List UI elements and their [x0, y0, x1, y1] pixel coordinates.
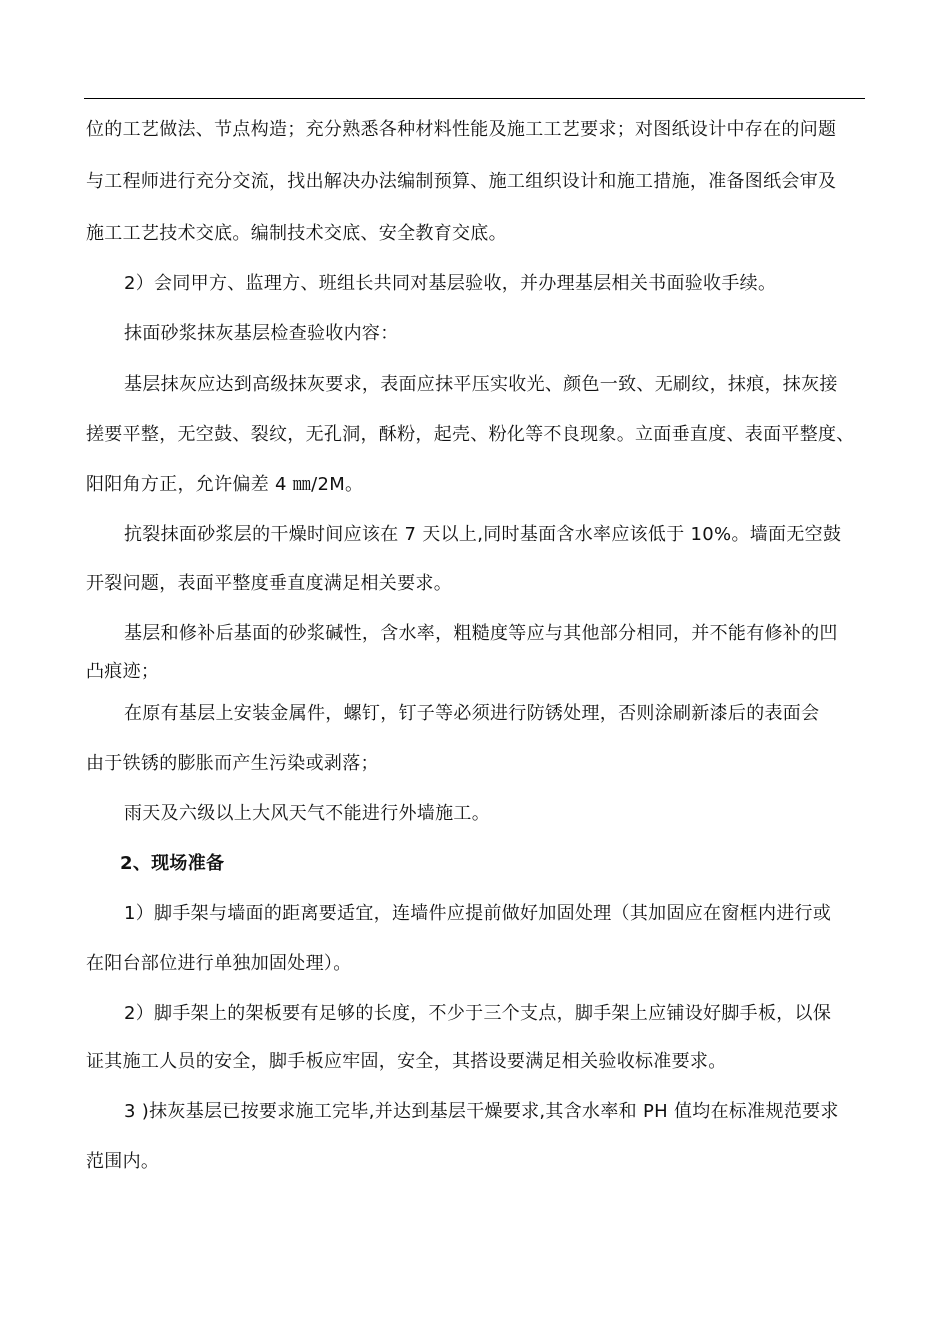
text-line: 在阳台部位进行单独加固处理）。 [86, 953, 352, 974]
text-line: 抗裂抹面砂浆层的干燥时间应该在 7 天以上,同时基面含水率应该低于 10%。墙面无空鼓 [124, 524, 842, 545]
section-heading: 2、现场准备 [120, 853, 225, 874]
text-line: 开裂问题，表面平整度垂直度满足相关要求。 [86, 573, 452, 594]
text-line: 证其施工人员的安全，脚手板应牢固，安全，其搭设要满足相关验收标准要求。 [86, 1051, 727, 1072]
text-line: 凸痕迹； [86, 661, 160, 682]
text-line: 在原有基层上安装金属件，螺钉，钉子等必须进行防锈处理，否则涂刷新漆后的表面会 [124, 703, 820, 724]
text-line: 由于铁锈的膨胀而产生污染或剥落； [86, 753, 379, 774]
text-line: 阳阳角方正，允许偏差 4 ㎜/2M。 [86, 474, 364, 495]
text-line: 基层抹灰应达到高级抹灰要求，表面应抹平压实收光、颜色一致、无刷纹，抹痕，抹灰接 [124, 374, 838, 395]
text-line: 雨天及六级以上大风天气不能进行外墙施工。 [124, 803, 490, 824]
text-line: 基层和修补后基面的砂浆碱性，含水率，粗糙度等应与其他部分相同，并不能有修补的凹 [124, 623, 838, 644]
text-line: 抹面砂浆抹灰基层检查验收内容： [124, 323, 399, 344]
text-line: 3 )抹灰基层已按要求施工完毕,并达到基层干燥要求,其含水率和 PH 值均在标准规范要求 [124, 1101, 839, 1122]
text-line: 搓要平整，无空鼓、裂纹，无孔洞，酥粉，起壳、粉化等不良现象。立面垂直度、表面平整度、 [86, 424, 855, 445]
text-line: 范围内。 [86, 1151, 160, 1172]
text-line: 2）脚手架上的架板要有足够的长度，不少于三个支点，脚手架上应铺设好脚手板，以保 [124, 1003, 832, 1024]
text-line: 施工工艺技术交底。编制技术交底、安全教育交底。 [86, 223, 507, 244]
text-line: 位的工艺做法、节点构造；充分熟悉各种材料性能及施工工艺要求；对图纸设计中存在的问题 [86, 119, 837, 140]
text-line: 2）会同甲方、监理方、班组长共同对基层验收，并办理基层相关书面验收手续。 [124, 273, 777, 294]
header-rule [84, 98, 865, 99]
text-line: 1）脚手架与墙面的距离要适宜，连墙件应提前做好加固处理（其加固应在窗框内进行或 [124, 903, 832, 924]
text-line: 与工程师进行充分交流，找出解决办法编制预算、施工组织设计和施工措施，准备图纸会审及 [86, 171, 837, 192]
